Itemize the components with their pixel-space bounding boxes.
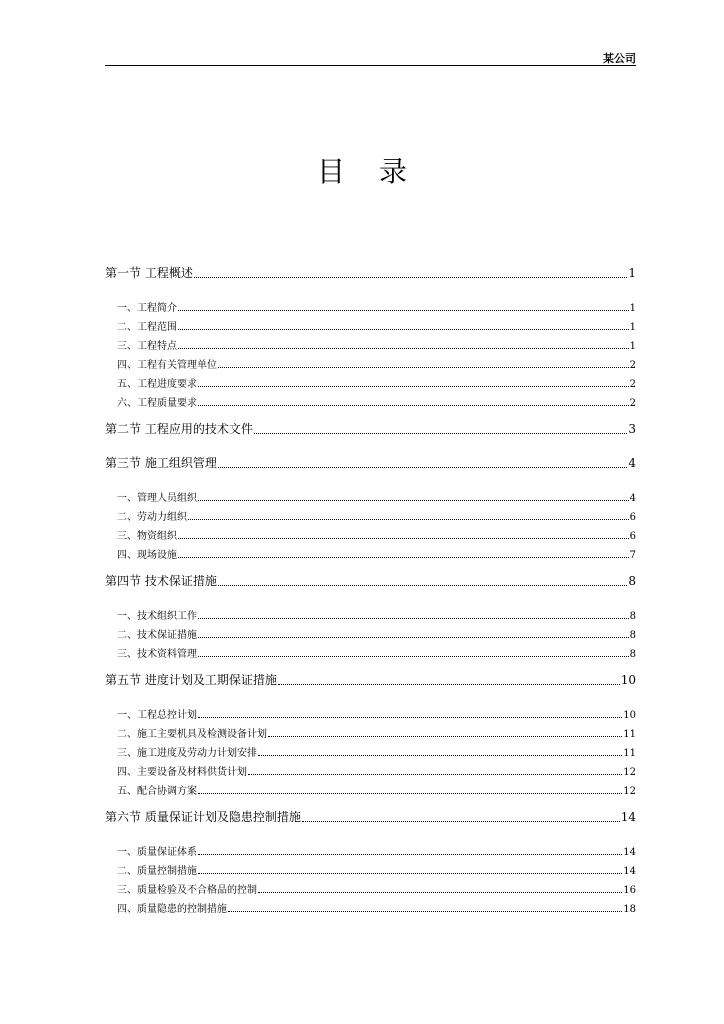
toc-entry-page: 14: [620, 810, 636, 824]
toc-entry-page: 14: [623, 847, 636, 858]
toc-subsection-entry[interactable]: [117, 489, 636, 504]
toc-leader-dots: [198, 717, 622, 718]
toc-entry-label: 四、质量隐患的控制措施: [117, 904, 227, 915]
toc-entry-page: 10: [620, 673, 636, 687]
toc-entry-label: 三、质量检验及不合格品的控制: [117, 885, 257, 896]
toc-entry-page: 14: [623, 866, 636, 877]
toc-leader-dots: [198, 405, 629, 406]
toc-leader-dots: [302, 821, 620, 822]
toc-leader-dots: [178, 557, 629, 558]
toc-entry-label: 第四节 技术保证措施: [105, 574, 217, 588]
toc-entry-page: 7: [629, 550, 636, 561]
toc-entry-label: 四、主要设备及材料供货计划: [117, 767, 247, 778]
toc-entry-page: 1: [629, 341, 636, 352]
toc-subsection-entry[interactable]: [117, 508, 636, 523]
toc-subsection-entry[interactable]: [117, 337, 636, 352]
toc-section-entry[interactable]: [105, 454, 636, 471]
toc-leader-dots: [198, 637, 629, 638]
toc-subsection-entry[interactable]: [117, 763, 636, 778]
toc-leader-dots: [198, 873, 622, 874]
toc-entry-label: 一、管理人员组织: [117, 493, 197, 504]
toc-subsection-entry[interactable]: [117, 645, 636, 660]
toc-subsection-entry[interactable]: [117, 744, 636, 759]
toc-section-entry[interactable]: [105, 808, 636, 825]
toc-subsection-entry[interactable]: [117, 843, 636, 858]
page-title: 目录: [316, 155, 441, 188]
toc-entry-label: 六、工程质量要求: [117, 398, 197, 409]
toc-entry-label: 第三节 施工组织管理: [105, 456, 217, 470]
toc-entry-label: 一、工程总控计划: [117, 710, 197, 721]
toc-entry-label: 二、工程范围: [117, 322, 177, 333]
toc-entry-page: 2: [629, 360, 636, 371]
toc-entry-label: 三、物资组织: [117, 531, 177, 542]
toc-entry-page: 12: [623, 786, 636, 797]
toc-leader-dots: [178, 310, 629, 311]
toc-entry-page: 8: [628, 574, 636, 588]
toc-entry-page: 8: [629, 630, 636, 641]
toc-entry-page: 6: [629, 512, 636, 523]
toc-entry-label: 第一节 工程概述: [105, 266, 193, 280]
toc-subsection-entry[interactable]: [117, 318, 636, 333]
toc-entry-label: 二、质量控制措施: [117, 866, 197, 877]
toc-entry-label: 二、劳动力组织: [117, 512, 187, 523]
toc-entry-page: 1: [629, 322, 636, 333]
toc-entry-page: 11: [623, 729, 636, 740]
toc-entry-page: 1: [629, 303, 636, 314]
toc-entry-page: 4: [628, 456, 636, 470]
toc-subsection-entry[interactable]: [117, 725, 636, 740]
toc-entry-label: 四、现场设施: [117, 550, 177, 561]
toc-subsection-entry[interactable]: [117, 881, 636, 896]
header-company-name: 某公司: [603, 52, 636, 65]
toc-entry-label: 二、施工主要机具及检测设备计划: [117, 729, 267, 740]
toc-entry-page: 8: [629, 611, 636, 622]
toc-entry-page: 10: [623, 710, 636, 721]
toc-leader-dots: [198, 618, 629, 619]
toc-subsection-entry[interactable]: [117, 607, 636, 622]
toc-entry-page: 18: [623, 904, 636, 915]
toc-entry-label: 第五节 进度计划及工期保证措施: [105, 673, 277, 687]
toc-entry-page: 8: [629, 649, 636, 660]
toc-subsection-entry[interactable]: [117, 375, 636, 390]
toc-subsection-entry[interactable]: [117, 546, 636, 561]
toc-leader-dots: [218, 585, 628, 586]
toc-leader-dots: [268, 736, 622, 737]
toc-leader-dots: [248, 774, 622, 775]
toc-section-entry[interactable]: [105, 264, 636, 281]
toc-leader-dots: [254, 433, 628, 434]
toc-entry-page: 1: [628, 266, 636, 280]
toc-entry-label: 五、工程进度要求: [117, 379, 197, 390]
toc-entry-page: 4: [629, 493, 636, 504]
toc-subsection-entry[interactable]: [117, 527, 636, 542]
toc-leader-dots: [258, 892, 622, 893]
table-of-contents: [105, 0, 636, 1024]
toc-entry-label: 三、施工进度及劳动力计划安排: [117, 748, 257, 759]
toc-leader-dots: [198, 500, 629, 501]
toc-leader-dots: [198, 656, 629, 657]
toc-entry-label: 五、配合协调方案: [117, 786, 197, 797]
toc-subsection-entry[interactable]: [117, 299, 636, 314]
toc-entry-page: 2: [629, 398, 636, 409]
toc-leader-dots: [198, 793, 622, 794]
toc-entry-page: 16: [623, 885, 636, 896]
toc-subsection-entry[interactable]: [117, 706, 636, 721]
toc-entry-page: 12: [623, 767, 636, 778]
toc-entry-page: 3: [628, 422, 636, 436]
toc-leader-dots: [218, 367, 629, 368]
toc-subsection-entry[interactable]: [117, 782, 636, 797]
toc-subsection-entry[interactable]: [117, 626, 636, 641]
toc-entry-page: 11: [623, 748, 636, 759]
toc-leader-dots: [178, 348, 629, 349]
toc-entry-label: 一、技术组织工作: [117, 611, 197, 622]
toc-leader-dots: [198, 386, 629, 387]
toc-entry-page: 6: [629, 531, 636, 542]
toc-leader-dots: [194, 277, 628, 278]
toc-entry-label: 第六节 质量保证计划及隐患控制措施: [105, 810, 301, 824]
toc-entry-label: 二、技术保证措施: [117, 630, 197, 641]
toc-entry-label: 一、工程简介: [117, 303, 177, 314]
toc-entry-label: 三、工程特点: [117, 341, 177, 352]
toc-leader-dots: [178, 538, 629, 539]
toc-leader-dots: [258, 755, 622, 756]
toc-entry-label: 一、质量保证体系: [117, 847, 197, 858]
toc-leader-dots: [278, 684, 620, 685]
toc-leader-dots: [178, 329, 629, 330]
toc-entry-page: 2: [629, 379, 636, 390]
toc-leader-dots: [198, 854, 622, 855]
toc-section-entry[interactable]: [105, 420, 636, 437]
toc-entry-label: 四、工程有关管理单位: [117, 360, 217, 371]
toc-subsection-entry[interactable]: [117, 356, 636, 371]
toc-subsection-entry[interactable]: [117, 862, 636, 877]
toc-entry-label: 三、技术资料管理: [117, 649, 197, 660]
toc-leader-dots: [218, 467, 628, 468]
toc-leader-dots: [228, 911, 622, 912]
toc-section-entry[interactable]: [105, 671, 636, 688]
toc-subsection-entry[interactable]: [117, 394, 636, 409]
toc-subsection-entry[interactable]: [117, 900, 636, 915]
toc-entry-label: 第二节 工程应用的技术文件: [105, 422, 253, 436]
toc-leader-dots: [188, 519, 629, 520]
toc-section-entry[interactable]: [105, 572, 636, 589]
